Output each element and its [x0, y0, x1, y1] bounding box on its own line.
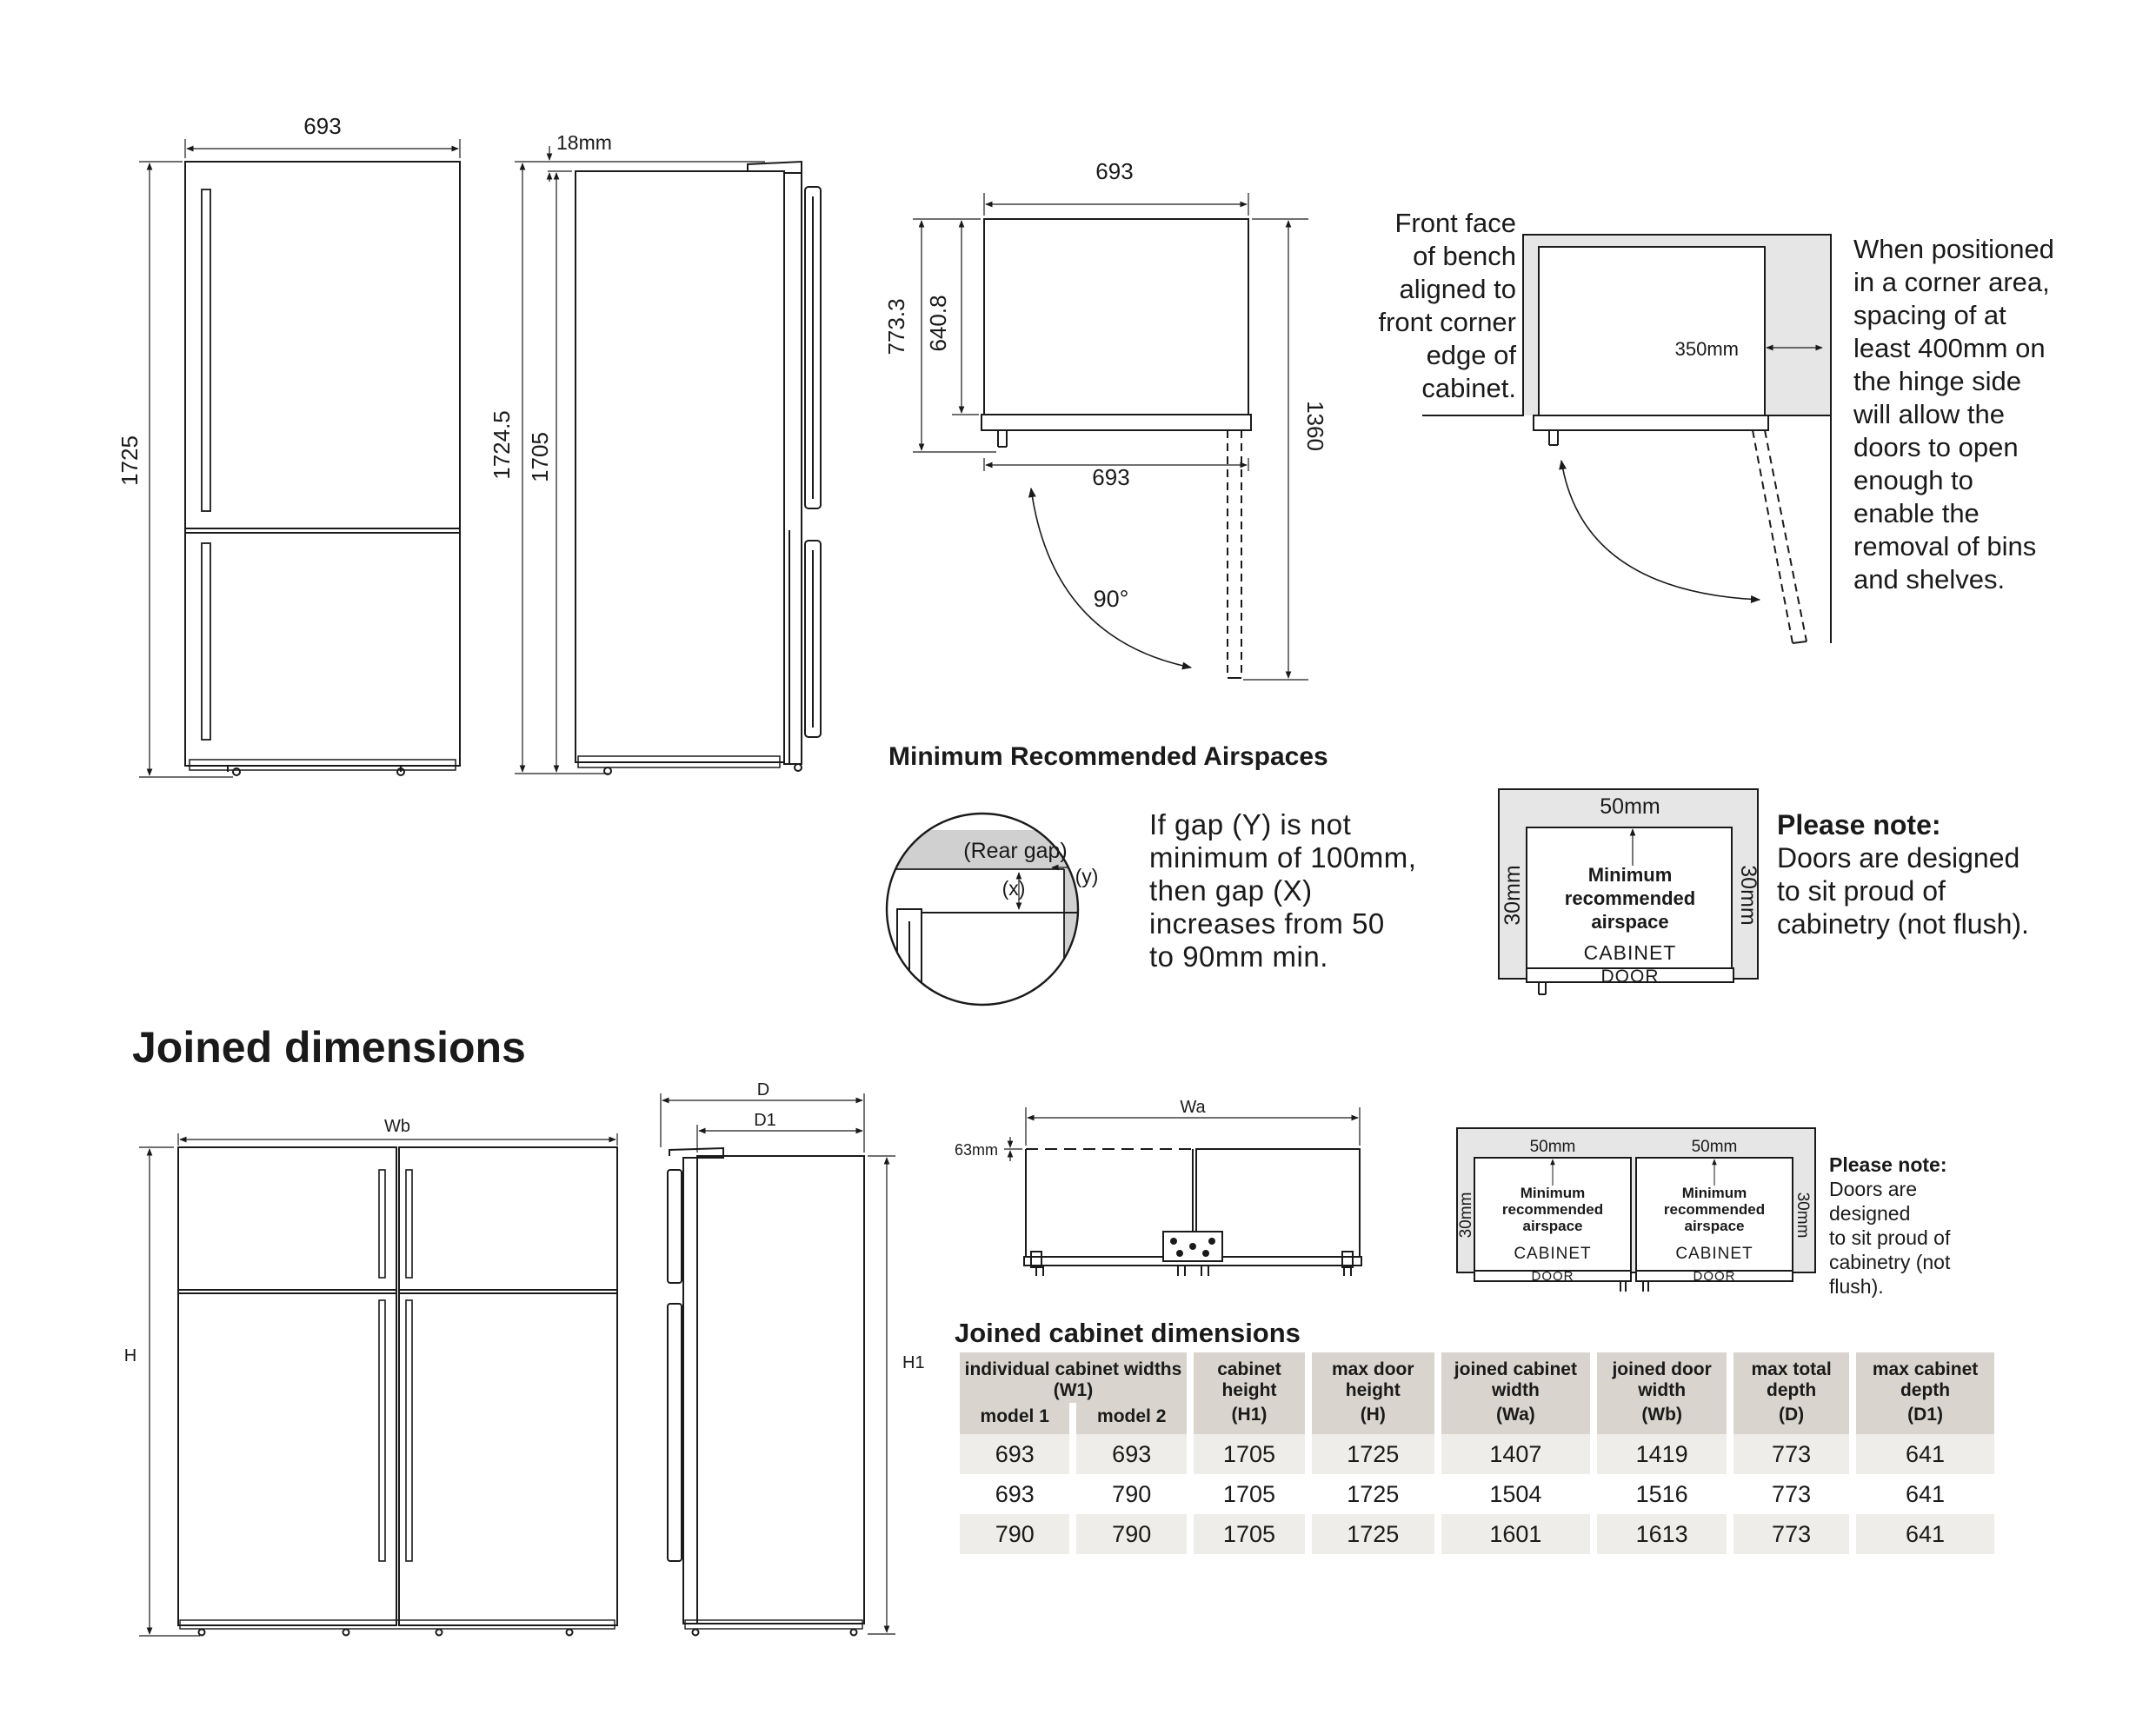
rear-gap-label: (Rear gap) [963, 839, 1068, 863]
joined-airspace-left: 30mm [1457, 1192, 1475, 1239]
table-row [960, 1434, 1994, 1474]
please-note-line: Doors are designed [1777, 842, 2020, 874]
joined-min-b-1: Minimum [1681, 1185, 1747, 1201]
plan-width-bottom-label: 693 [1092, 464, 1130, 490]
th-cab-depth-code: (D1) [1907, 1405, 1943, 1425]
joined-please-note-title: Please note: [1829, 1153, 1947, 1176]
corner-note-line: doors to open [1853, 432, 2019, 462]
th-door-width-code: (Wb) [1641, 1405, 1682, 1425]
table-row [960, 1474, 1994, 1514]
gap-note-line: minimum of 100mm, [1149, 841, 1417, 874]
table-cell: 641 [1856, 1514, 1994, 1554]
table-cell: 1419 [1597, 1434, 1727, 1474]
joined-plan-view [1024, 1149, 1361, 1276]
corner-note-line: will allow the [1853, 399, 2006, 429]
joined-please-note-line: cabinetry (not [1829, 1251, 1951, 1273]
th-cab-depth-text: max cabinet depth [1872, 1359, 1979, 1400]
table-cell: 1725 [1312, 1434, 1434, 1474]
table-cell: 1613 [1597, 1514, 1727, 1554]
plan-angle-label: 90° [1093, 586, 1129, 612]
joined-side-view [668, 1148, 864, 1636]
corner-note-line: the hinge side [1853, 366, 2022, 396]
corner-note-line: enough to [1853, 465, 1973, 495]
table-cell: 1504 [1441, 1474, 1591, 1514]
gap-note-line: If gap (Y) is not [1149, 808, 1352, 840]
th-joined-width [1441, 1352, 1591, 1434]
joined-cabinet-b: CABINET [1675, 1245, 1753, 1263]
th-door-width [1597, 1352, 1727, 1434]
joined-side-dimensions [661, 1093, 895, 1634]
th-total-depth-code: (D) [1779, 1405, 1805, 1425]
joined-cabinet-a: CABINET [1514, 1245, 1592, 1263]
airspace-right-label: 30mm [1736, 865, 1760, 926]
th-total-depth-text: max total depth [1751, 1359, 1832, 1400]
bench-note-line: front corner [1378, 307, 1516, 337]
airspaces-title: Minimum Recommended Airspaces [888, 742, 1328, 771]
side-offset-label: 18mm [556, 131, 612, 154]
airspace-min-line-1: Minimum [1587, 864, 1673, 886]
table-cell: 1516 [1597, 1474, 1727, 1514]
please-note-line: to sit proud of [1777, 875, 1946, 907]
joined-title: Joined dimensions [132, 1023, 526, 1072]
th-cab-height-text: cabinet height [1217, 1359, 1281, 1400]
table-cell: 1705 [1194, 1434, 1305, 1474]
table-cell: 1705 [1194, 1514, 1305, 1554]
bench-note-line: aligned to [1399, 274, 1516, 304]
gap-note-line: to 90mm min. [1149, 940, 1328, 973]
table-cell: 693 [960, 1434, 1069, 1474]
joined-airspace-top-right: 50mm [1691, 1138, 1738, 1156]
joined-wb-label: Wb [384, 1117, 410, 1136]
joined-min-a-1: Minimum [1520, 1185, 1586, 1201]
airspace-cabinet-label: CABINET [1583, 941, 1677, 964]
front-height-label: 1725 [116, 435, 143, 486]
table-cell: 693 [1076, 1434, 1186, 1474]
please-note [1777, 808, 2090, 940]
joined-cabinet-table [953, 1352, 2001, 1554]
joined-min-b-2: recommended [1663, 1201, 1766, 1218]
th-joined-width-code: (Wa) [1496, 1405, 1535, 1425]
joined-please-note-line: to sit proud of [1829, 1226, 1951, 1249]
front-width-label: 693 [303, 113, 342, 139]
th-door-height-code: (H) [1360, 1405, 1386, 1425]
th-model-1: model 1 [960, 1403, 1069, 1434]
th-total-depth [1733, 1352, 1849, 1434]
corner-note-line: enable the [1853, 498, 1980, 528]
gap-y-label: (y) [1075, 865, 1099, 887]
side-overall-height-label: 1724.5 [489, 410, 515, 480]
joined-airspace-top-left: 50mm [1529, 1138, 1576, 1156]
plan-depth-overall-label: 773.3 [883, 298, 909, 355]
joined-d1-label: D1 [754, 1111, 776, 1130]
corner-gap-label: 350mm [1674, 338, 1739, 360]
bench-note-line: cabinet. [1421, 373, 1516, 403]
airspace-door-label: DOOR [1600, 967, 1660, 987]
table-row [960, 1514, 1994, 1554]
table-cell: 1725 [1312, 1514, 1434, 1554]
airspace-min-line-2: recommended [1564, 887, 1696, 909]
joined-min-a-2: recommended [1501, 1201, 1604, 1218]
joined-please-note-line: designed [1829, 1202, 1911, 1225]
joined-front-view [178, 1147, 617, 1636]
joined-please-note-line: Doors are [1829, 1178, 1917, 1200]
gap-note [1149, 808, 1462, 973]
joined-offset-label: 63mm [954, 1141, 998, 1159]
corner-note-line: When positioned [1853, 234, 2054, 264]
table-cell: 773 [1733, 1434, 1849, 1474]
table-cell: 641 [1856, 1434, 1994, 1474]
airspace-min-line-3: airspace [1591, 911, 1669, 933]
table-cell: 773 [1733, 1474, 1849, 1514]
joined-front-dimensions [139, 1133, 617, 1636]
corner-note-line: and shelves. [1853, 564, 2006, 595]
joined-door-a: DOOR [1531, 1269, 1574, 1284]
airspace-left-label: 30mm [1501, 865, 1525, 926]
table-cell: 773 [1733, 1514, 1849, 1554]
please-note-title: Please note: [1777, 809, 1941, 840]
plan-width-top-label: 693 [1095, 158, 1134, 184]
th-joined-width-text: joined cabinet width [1454, 1359, 1577, 1400]
table-cell: 641 [1856, 1474, 1994, 1514]
joined-please-note [1829, 1153, 1986, 1299]
corner-note-line: least 400mm on [1853, 333, 2046, 363]
joined-please-note-line: flush). [1829, 1275, 1884, 1298]
th-model-2: model 2 [1076, 1403, 1186, 1434]
front-view-fridge [185, 162, 460, 775]
table-cell: 1407 [1441, 1434, 1591, 1474]
corner-note [1853, 233, 2114, 596]
table-cell: 790 [960, 1514, 1069, 1554]
bench-note [1330, 207, 1516, 405]
th-widths: individual cabinet widths (W1) [960, 1352, 1187, 1403]
joined-airspace-right: 30mm [1793, 1192, 1812, 1239]
bench-note-line: edge of [1426, 340, 1516, 370]
bench-note-line: Front face [1394, 208, 1516, 238]
th-door-width-text: joined door width [1612, 1359, 1712, 1400]
joined-h1-label: H1 [902, 1353, 925, 1372]
table-cell: 1705 [1194, 1474, 1305, 1514]
joined-door-b: DOOR [1693, 1269, 1736, 1284]
table-cell: 693 [960, 1474, 1069, 1514]
plan-depth-cabinet-label: 640.8 [925, 295, 951, 352]
gap-x-label: (x) [1001, 877, 1026, 900]
front-width-dimension [185, 139, 460, 158]
table-cell: 790 [1076, 1474, 1186, 1514]
gap-note-line: then gap (X) [1149, 874, 1313, 907]
th-cab-height [1194, 1352, 1305, 1434]
joined-min-a-3: airspace [1522, 1218, 1583, 1234]
gap-note-line: increases from 50 [1149, 907, 1385, 940]
side-view-fridge [576, 162, 821, 774]
joined-wa-label: Wa [1180, 1098, 1206, 1117]
airspace-top-label: 50mm [1600, 794, 1660, 819]
side-cabinet-height-label: 1705 [527, 432, 553, 482]
th-cab-depth [1856, 1352, 1994, 1434]
plan-door-swing-label: 1360 [1302, 401, 1328, 451]
th-cab-height-code: (H1) [1231, 1405, 1268, 1425]
joined-min-b-3: airspace [1684, 1218, 1745, 1234]
please-note-line: cabinetry (not flush). [1777, 908, 2029, 940]
th-door-height-text: max door height [1332, 1359, 1414, 1400]
corner-note-line: in a corner area, [1853, 267, 2050, 297]
table-cell: 1601 [1441, 1514, 1591, 1554]
joined-h-label: H [123, 1346, 137, 1365]
table-title: Joined cabinet dimensions [955, 1318, 1301, 1348]
table-cell: 790 [1076, 1514, 1186, 1554]
corner-note-line: spacing of at [1853, 300, 2006, 330]
table-cell: 1725 [1312, 1474, 1434, 1514]
bench-note-line: of bench [1413, 241, 1516, 271]
corner-note-line: removal of bins [1853, 531, 2037, 561]
th-door-height [1312, 1352, 1434, 1434]
joined-d-label: D [756, 1080, 770, 1099]
